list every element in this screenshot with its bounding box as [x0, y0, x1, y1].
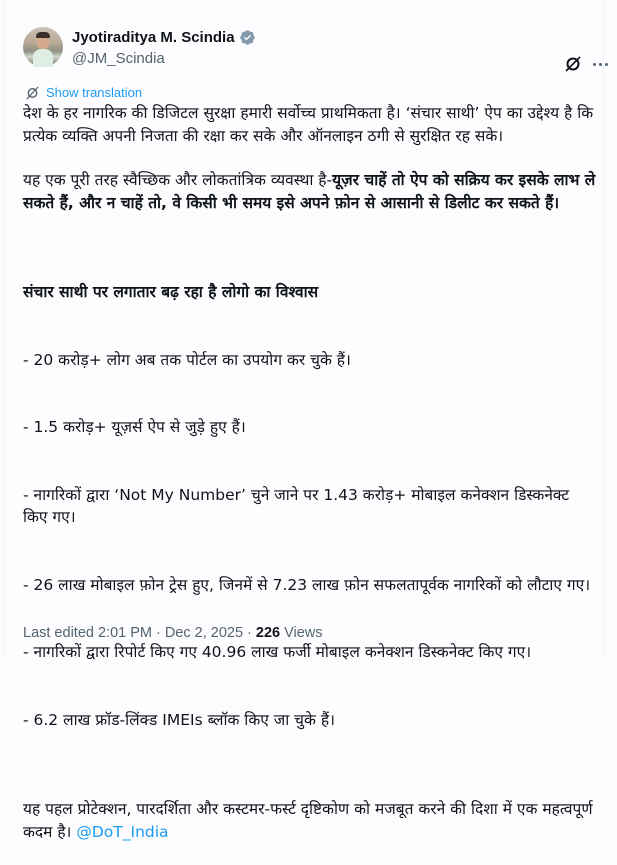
author-display-name[interactable]: Jyotiraditya M. Scindia: [72, 29, 235, 46]
meta-separator: ·: [247, 625, 252, 641]
tweet-paragraph-1: देश के हर नागरिक की डिजिटल सुरक्षा हमारी सर्वोच्च प्राथमिकता है। ‘संचार साथी’ ऐप का उद्देश्य है कि प्रत्येक व्यक्ति अपनी निजता की रक्षा कर सके और ऑनलाइन ठगी से सुरक्षित रह सके।: [23, 104, 599, 145]
author-handle[interactable]: @JM_Scindia: [72, 50, 165, 67]
stat-item: - नागरिकों द्वारा ‘Not My Number’ चुने जाने पर 1.43 करोड़+ मोबाइल कनेक्शन डिस्कनेक्ट किए गए।: [23, 485, 575, 526]
more-dot-icon: [593, 63, 596, 66]
closing-paragraph: [23, 798, 598, 843]
stat-item: - 20 करोड़+ लोग अब तक पोर्टल का उपयोग कर चुके हैं।: [23, 350, 351, 369]
paragraph-2-normal-text: यह एक पूरी तरह स्वैच्छिक और लोकतांत्रिक व्यवस्था है-: [23, 171, 333, 189]
avatar-shirt: [33, 49, 53, 67]
stats-section: [23, 236, 598, 776]
stat-item: - 6.2 लाख फ्रॉड-लिंक्ड IMEIs ब्लॉक किए जा चुके हैं।: [23, 710, 335, 729]
more-options-button[interactable]: [590, 54, 610, 74]
edited-timestamp[interactable]: Last edited 2:01 PM: [23, 625, 152, 641]
show-translation-link[interactable]: [25, 85, 142, 100]
stat-item: - 26 लाख मोबाइल फ़ोन ट्रेस हुए, जिनमें से 7.23 लाख फ़ोन सफलतापूर्वक नागरिकों को लौटाए गए।: [23, 575, 591, 594]
avatar-hair: [36, 32, 50, 38]
views-count: 226: [255, 625, 281, 641]
translate-icon: [25, 85, 40, 100]
stats-heading: संचार साथी पर लगातार बढ़ रहा है लोगो का विश्वास: [23, 283, 319, 301]
views-label: Views: [284, 625, 323, 641]
closing-text: यह पहल प्रोटेक्शन, पारदर्शिता और कस्टमर-फर्स्ट दृष्टिकोण को मजबूत करने की दिशा में एक महत्वपूर्ण कदम है।: [23, 800, 598, 841]
avatar[interactable]: [23, 27, 63, 67]
verified-badge-icon[interactable]: [239, 29, 256, 46]
tweet-meta: [23, 625, 323, 641]
meta-separator: ·: [155, 625, 161, 641]
stat-item: - 1.5 करोड़+ यूज़र्स ऐप से जुड़े हुए हैं।: [23, 418, 246, 436]
tweet-date[interactable]: Dec 2, 2025: [164, 625, 244, 641]
mention-link[interactable]: @DoT_India: [76, 822, 169, 841]
tweet-card: [3, 0, 604, 841]
stat-item: - नागरिकों द्वारा रिपोर्ट किए गए 40.96 लाख फर्जी मोबाइल कनेक्शन डिस्कनेक्ट किए गए।: [23, 643, 532, 661]
tweet-paragraph-2: [23, 169, 601, 214]
paragraph-2-bold-text: यूज़र चाहें तो ऐप को सक्रिय कर इसके लाभ ले सकते हैं, और न चाहें तो, वे किसी भी समय इसे अपने फ़ोन से आसानी से डिलीट कर सकते हैं।: [23, 171, 601, 212]
more-dot-icon: [599, 63, 602, 66]
author-name-row[interactable]: [72, 29, 256, 46]
show-translation-label[interactable]: Show translation: [46, 85, 143, 100]
tweet-header: [23, 25, 603, 73]
more-dot-icon: [605, 63, 608, 66]
tweet-text: [23, 102, 601, 865]
grok-icon[interactable]: [563, 54, 583, 74]
